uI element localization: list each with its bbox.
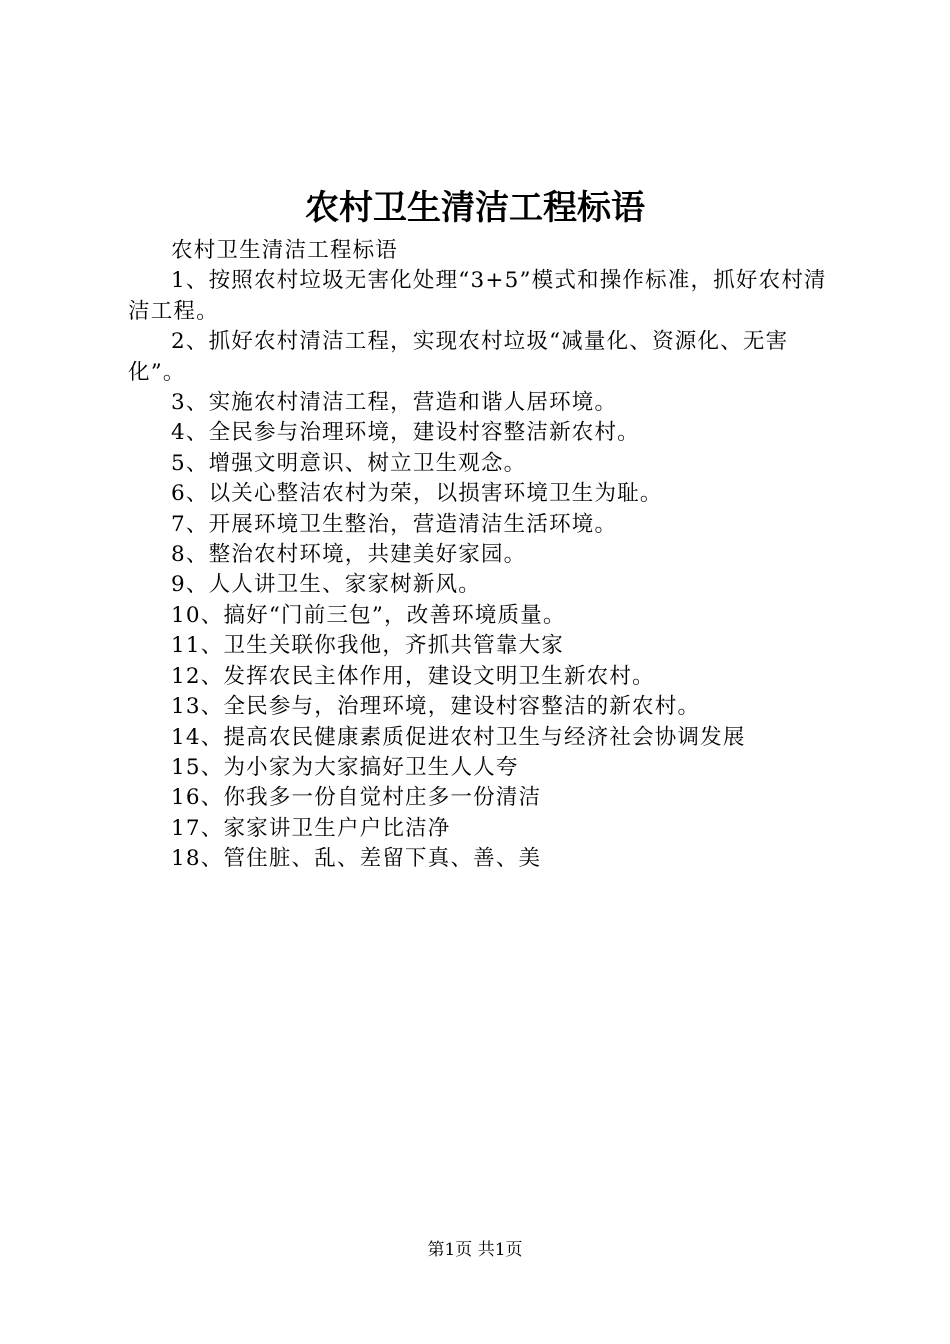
- slogan-12: 12、发挥农民主体作用，建设文明卫生新农村。: [171, 663, 655, 689]
- slogan-5: 5、增强文明意识、树立卫生观念。: [171, 450, 527, 476]
- slogan-18: 18、管住脏、乱、差留下真、善、美: [171, 846, 542, 872]
- slogan-3: 3、实施农村清洁工程，营造和谐人居环境。: [171, 390, 618, 416]
- slogan-16: 16、你我多一份自觉村庄多一份清洁: [171, 785, 542, 811]
- slogan-9: 9、人人讲卫生、家家树新风。: [171, 572, 481, 598]
- slogan-4: 4、全民参与治理环境，建设村容整洁新农村。: [171, 420, 640, 446]
- slogan-17: 17、家家讲卫生户户比洁净: [171, 815, 451, 841]
- document-body: [128, 236, 834, 875]
- paragraph-subtitle: 农村卫生清洁工程标语: [171, 238, 399, 263]
- slogan-15: 15、为小家为大家搞好卫生人人夸: [171, 754, 519, 780]
- slogan-6: 6、以关心整洁农村为荣，以损害环境卫生为耻。: [171, 481, 663, 507]
- slogan-10: 10、搞好“门前三包”，改善环境质量。: [171, 602, 566, 628]
- slogan-2: 2、抓好农村清洁工程，实现农村垃圾“减量化、资源化、无害化”。: [128, 329, 789, 385]
- slogan-7: 7、开展环境卫生整治，营造清洁生活环境。: [171, 511, 618, 537]
- document-title: 农村卫生清洁工程标语: [305, 188, 645, 228]
- slogan-13: 13、全民参与，治理环境，建设村容整洁的新农村。: [171, 694, 701, 720]
- page-footer: 第1页 共1页: [427, 1240, 523, 1260]
- slogan-1: 1、按照农村垃圾无害化处理“3+5”模式和操作标准，抓好农村清洁工程。: [128, 268, 827, 324]
- slogan-11: 11、卫生关联你我他，齐抓共管靠大家: [171, 633, 564, 659]
- slogan-8: 8、整治农村环境，共建美好家园。: [171, 542, 527, 568]
- slogan-14: 14、提高农民健康素质促进农村卫生与经济社会协调发展: [171, 724, 746, 750]
